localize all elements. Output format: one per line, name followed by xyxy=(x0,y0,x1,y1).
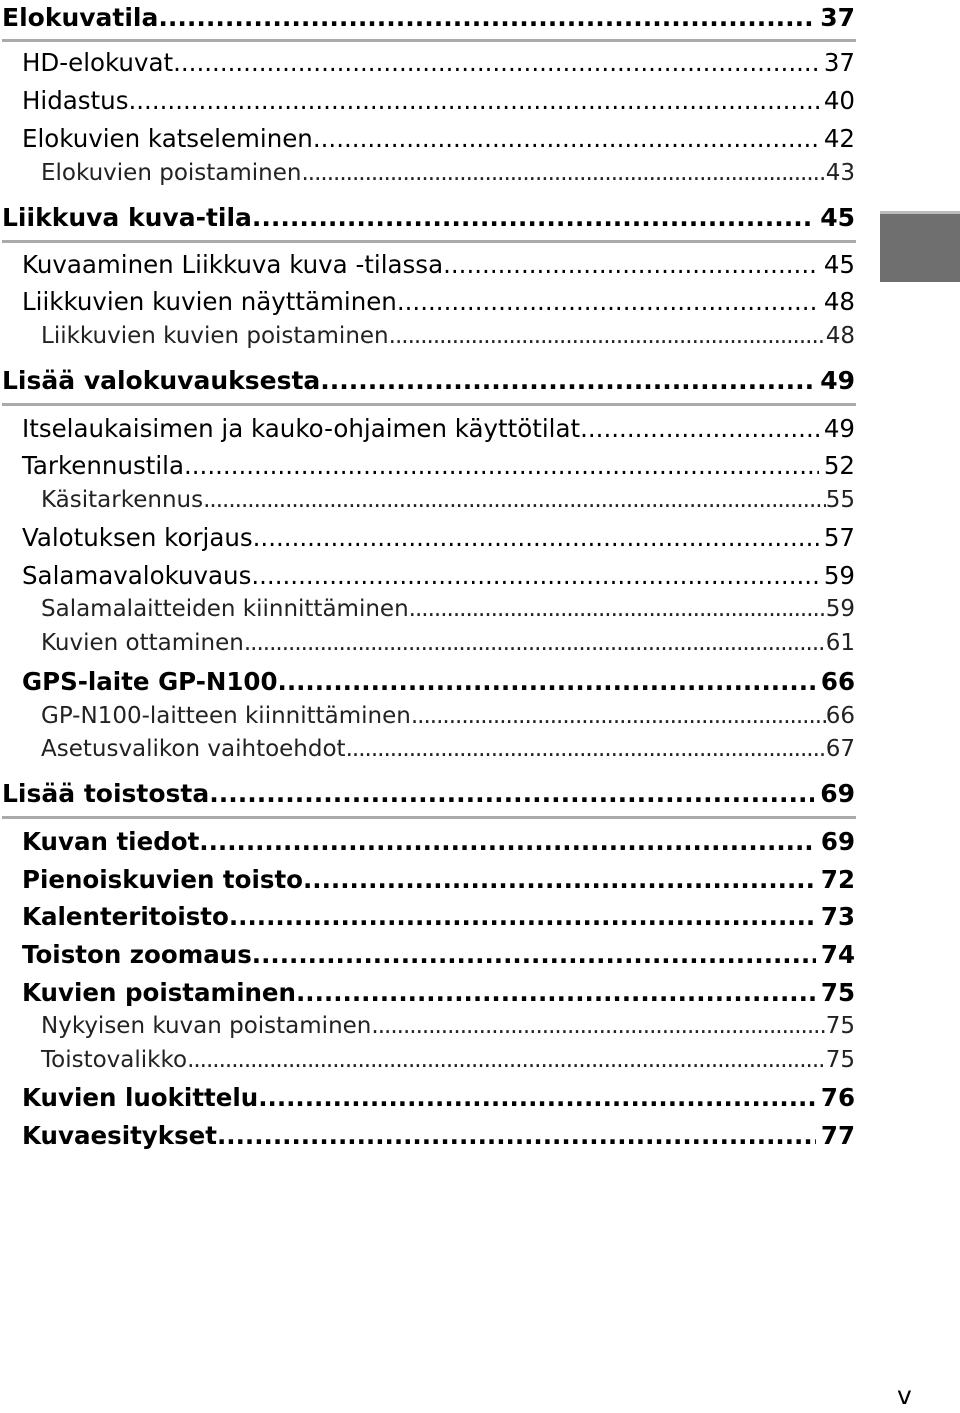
dot-leader xyxy=(253,523,819,552)
dot-leader xyxy=(278,667,816,696)
toc-entry[interactable] xyxy=(41,1047,855,1073)
toc-entry[interactable] xyxy=(22,865,855,894)
dot-leader xyxy=(371,1013,825,1039)
dot-leader xyxy=(229,902,816,931)
toc-entry-page: 37 xyxy=(823,48,855,77)
toc-entry-page: 45 xyxy=(820,203,855,232)
dot-leader xyxy=(303,865,816,894)
dot-leader xyxy=(580,414,819,443)
toc-entry[interactable] xyxy=(22,523,855,552)
toc-entry-title: Käsitarkennus xyxy=(41,487,204,513)
toc-entry-page: 76 xyxy=(820,1083,855,1112)
toc-entry-title: Itselaukaisimen ja kauko-ohjaimen käyttötilat xyxy=(22,414,581,443)
toc-entry-page: 72 xyxy=(820,865,855,894)
toc-entry-page: 75 xyxy=(825,1013,855,1039)
toc-entry-title: Kuvaaminen Liikkuva kuva -tilassa xyxy=(22,250,444,279)
toc-entry-title: Lisää toistosta xyxy=(2,779,210,808)
section-divider xyxy=(2,403,856,406)
toc-entry-page: 69 xyxy=(820,827,855,856)
toc-entry[interactable] xyxy=(41,487,855,513)
toc-entry-title: Elokuvatila xyxy=(2,3,159,32)
dot-leader xyxy=(199,827,816,856)
section-divider xyxy=(2,816,856,819)
toc-entry-title: Hidastus xyxy=(22,86,129,115)
dot-leader xyxy=(158,3,814,32)
toc-entry[interactable] xyxy=(22,124,855,153)
toc-entry-title: GP-N100-laitteen kiinnittäminen xyxy=(41,703,411,729)
toc-entry-title: Tarkennustila xyxy=(22,451,184,480)
toc-entry-title: Kuvan tiedot xyxy=(22,827,200,856)
toc-entry-page: 52 xyxy=(823,451,855,480)
toc-entry-title: Kuvaesitykset xyxy=(22,1121,217,1150)
toc-entry[interactable] xyxy=(2,779,855,808)
toc-entry-title: Nykyisen kuvan poistaminen xyxy=(41,1013,372,1039)
dot-leader xyxy=(203,487,826,513)
toc-entry-title: Elokuvien poistaminen xyxy=(41,160,302,186)
dot-leader xyxy=(217,1121,816,1150)
section-divider xyxy=(2,39,856,42)
toc-entry-page: 40 xyxy=(823,86,855,115)
toc-entry[interactable] xyxy=(22,978,855,1007)
toc-entry-page: 75 xyxy=(825,1047,855,1073)
toc-entry-page: 55 xyxy=(825,487,855,513)
toc-entry-page: 67 xyxy=(825,736,855,762)
toc-entry[interactable] xyxy=(22,86,855,115)
dot-leader xyxy=(128,86,818,115)
toc-entry-title: Liikkuvien kuvien näyttäminen xyxy=(22,287,397,316)
dot-leader xyxy=(187,1047,826,1073)
toc-entry-title: HD-elokuvat xyxy=(22,48,174,77)
toc-entry-title: Kuvien luokittelu xyxy=(22,1083,259,1112)
toc-entry-page: 73 xyxy=(820,902,855,931)
toc-entry-page: 48 xyxy=(823,287,855,316)
dot-leader xyxy=(346,736,826,762)
toc-entry-title: Toistovalikko xyxy=(41,1047,188,1073)
dot-leader xyxy=(173,48,819,77)
toc-entry[interactable] xyxy=(22,561,855,590)
toc-entry[interactable] xyxy=(2,366,855,395)
toc-entry-page: 66 xyxy=(820,667,855,696)
toc-entry-title: Elokuvien katseleminen xyxy=(22,124,313,153)
toc-entry[interactable] xyxy=(22,451,855,480)
toc-entry[interactable] xyxy=(41,596,855,622)
toc-entry-page: 75 xyxy=(820,978,855,1007)
dot-leader xyxy=(409,596,826,622)
toc-entry-title: Salamalaitteiden kiinnittäminen xyxy=(41,596,409,622)
toc-entry[interactable] xyxy=(22,902,855,931)
toc-entry-title: Lisää valokuvauksesta xyxy=(2,366,321,395)
toc-entry[interactable] xyxy=(22,414,855,443)
toc-entry[interactable] xyxy=(22,48,855,77)
toc-entry[interactable] xyxy=(41,736,855,762)
toc-entry-page: 69 xyxy=(820,779,855,808)
toc-entry-title: Asetusvalikon vaihtoehdot xyxy=(41,736,346,762)
dot-leader xyxy=(258,1083,816,1112)
page-number: v xyxy=(897,1381,912,1410)
toc-entry[interactable] xyxy=(22,250,855,279)
toc-entry[interactable] xyxy=(22,667,855,696)
toc-entry-page: 66 xyxy=(825,703,855,729)
toc-entry[interactable] xyxy=(2,3,855,32)
toc-entry-title: Pienoiskuvien toisto xyxy=(22,865,303,894)
toc-entry-page: 61 xyxy=(825,630,855,656)
toc-entry[interactable] xyxy=(41,160,855,186)
dot-leader xyxy=(313,124,819,153)
toc-entry-title: Valotuksen korjaus xyxy=(22,523,253,552)
toc-entry[interactable] xyxy=(22,287,855,316)
dot-leader xyxy=(301,160,825,186)
toc-entry-page: 59 xyxy=(825,596,855,622)
dot-leader xyxy=(251,561,818,590)
toc-entry-title: Toiston zoomaus xyxy=(22,940,252,969)
dot-leader xyxy=(397,287,819,316)
dot-leader xyxy=(244,630,826,656)
toc-entry-page: 42 xyxy=(823,124,855,153)
toc-entry-page: 45 xyxy=(823,250,855,279)
toc-entry[interactable] xyxy=(22,1121,855,1150)
dot-leader xyxy=(184,451,819,480)
toc-entry-page: 48 xyxy=(825,323,855,349)
dot-leader xyxy=(296,978,816,1007)
toc-entry-page: 74 xyxy=(820,940,855,969)
chapter-tab-marker xyxy=(880,211,960,282)
toc-entry[interactable] xyxy=(41,703,855,729)
toc-entry-page: 43 xyxy=(825,160,855,186)
section-divider xyxy=(2,240,856,243)
toc-entry-page: 59 xyxy=(823,561,855,590)
toc-entry-page: 37 xyxy=(820,3,855,32)
toc-entry-title: Salamavalokuvaus xyxy=(22,561,252,590)
toc-entry-title: Liikkuvien kuvien poistaminen xyxy=(41,323,389,349)
dot-leader xyxy=(411,703,826,729)
dot-leader xyxy=(209,779,814,808)
toc-entry-title: Kalenteritoisto xyxy=(22,902,229,931)
toc-entry[interactable] xyxy=(22,827,855,856)
dot-leader xyxy=(252,940,816,969)
toc-entry-title: Kuvien poistaminen xyxy=(22,978,296,1007)
dot-leader xyxy=(443,250,819,279)
toc-entry[interactable] xyxy=(41,630,855,656)
toc-entry-page: 49 xyxy=(823,414,855,443)
toc-entry[interactable] xyxy=(22,1083,855,1112)
toc-entry-title: Kuvien ottaminen xyxy=(41,630,244,656)
dot-leader xyxy=(252,203,814,232)
toc-entry[interactable] xyxy=(2,203,855,232)
toc-entry[interactable] xyxy=(41,323,855,349)
toc-entry-title: Liikkuva kuva-tila xyxy=(2,203,252,232)
dot-leader xyxy=(389,323,826,349)
toc-entry-title: GPS-laite GP-N100 xyxy=(22,667,278,696)
toc-entry[interactable] xyxy=(22,940,855,969)
toc-entry[interactable] xyxy=(41,1013,855,1039)
dot-leader xyxy=(320,366,814,395)
toc-entry-page: 57 xyxy=(823,523,855,552)
toc-entry-page: 77 xyxy=(820,1121,855,1150)
toc-entry-page: 49 xyxy=(820,366,855,395)
